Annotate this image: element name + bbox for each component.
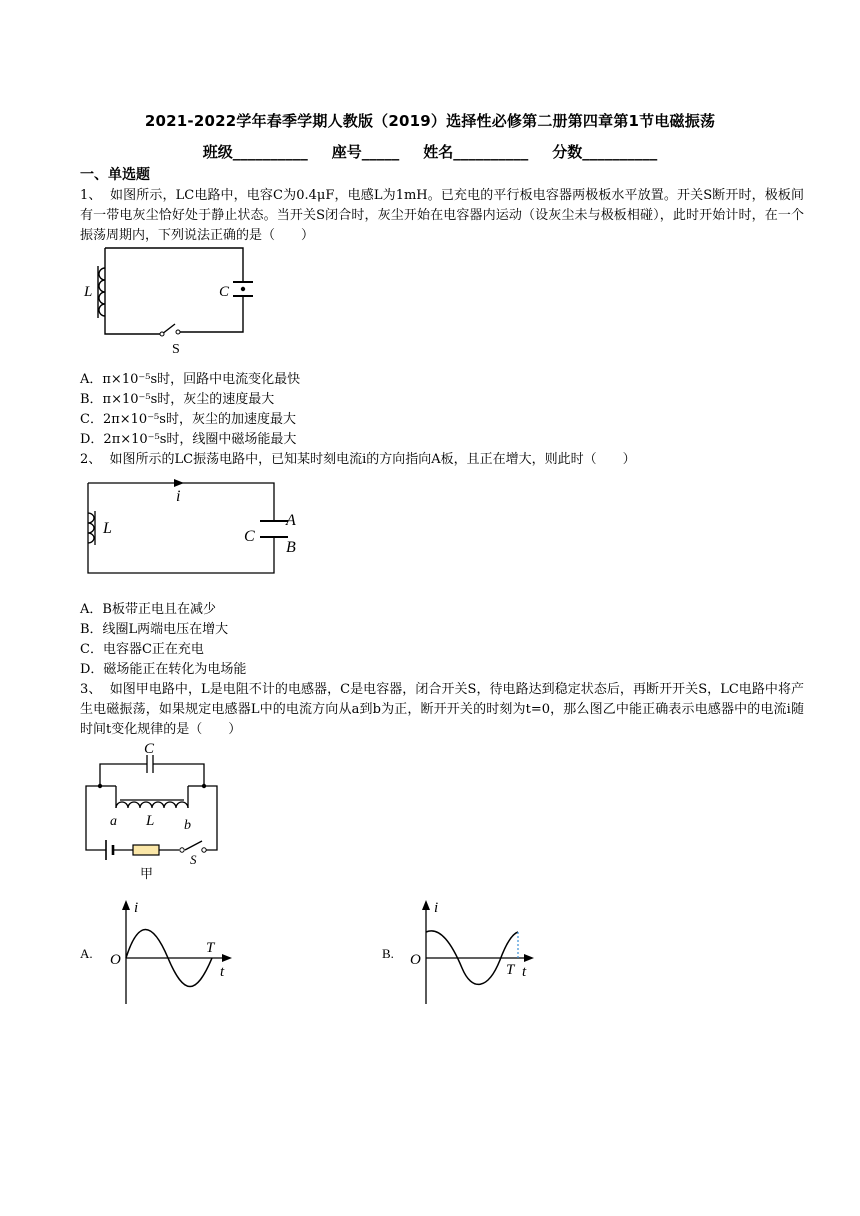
axis-i-label: i bbox=[434, 900, 439, 916]
question-number: 2、 bbox=[80, 452, 102, 467]
current-label: i bbox=[176, 488, 181, 505]
origin-label: O bbox=[110, 952, 121, 968]
seat-field: 座号_____ bbox=[331, 143, 400, 161]
axis-i-label: i bbox=[134, 900, 139, 916]
question-1-text bbox=[80, 186, 804, 246]
student-info-line bbox=[0, 141, 860, 162]
origin-label: O bbox=[410, 952, 421, 968]
question-body: 如图所示，LC电路中，电容C为0.4μF，电感L为1mH。已充电的平行板电容器两极板水平放置。开关S断开时，极板间有一带电灰尘恰好处于静止状态。当开关S闭合时，灰尘开始在电容器内运动（设灰尘未与极板相碰），此时开始计时，在一个振荡周期内，下列说法正确的是（ ） bbox=[80, 188, 804, 243]
question-number: 1、 bbox=[80, 188, 102, 203]
terminal-b-label: b bbox=[184, 818, 191, 833]
question-2-option-b[interactable]: B．线圈L两端电压在增大 bbox=[80, 622, 229, 637]
period-label: T bbox=[506, 962, 515, 978]
option-a-graph[interactable] bbox=[100, 898, 240, 1008]
question-3-option-a-label[interactable]: A. bbox=[80, 946, 93, 961]
question-2-text bbox=[80, 450, 804, 470]
score-field: 分数__________ bbox=[552, 143, 658, 161]
question-1-option-b[interactable]: B．π×10⁻⁵s时，灰尘的速度最大 bbox=[80, 392, 275, 407]
plate-b-label: B bbox=[286, 539, 296, 556]
question-body: 如图甲电路中，L是电阻不计的电感器，C是电容器，闭合开关S，待电路达到稳定状态后，再断开开关S，LC电路中将产生电磁振荡，如果规定电感器L中的电流方向从a到b为正，断开开关的时刻为t=0，那么图乙中能正确表示电感器中的电流i随时间t变化规律的是（ ） bbox=[80, 682, 804, 737]
question-number: 3、 bbox=[80, 682, 102, 697]
name-field: 姓名__________ bbox=[423, 143, 529, 161]
capacitor-label: C bbox=[244, 528, 255, 545]
page-title: 2021-2022学年春季学期人教版（2019）选择性必修第二册第四章第1节电磁振荡 bbox=[144, 112, 716, 130]
lc-circuit-figure-2 bbox=[78, 475, 308, 585]
question-body: 如图所示的LC振荡电路中，已知某时刻电流i的方向指向A板，且正在增大，则此时（ ） bbox=[109, 452, 636, 467]
axis-t-label: t bbox=[220, 964, 225, 980]
section-title: 一、单选题 bbox=[80, 167, 150, 183]
question-3-option-b-label[interactable]: B. bbox=[382, 946, 394, 961]
switch-label: S bbox=[190, 852, 197, 867]
lc-circuit-figure-3 bbox=[80, 738, 230, 883]
question-3-text bbox=[80, 680, 804, 740]
plate-a-label: A bbox=[286, 512, 296, 529]
capacitor-label: C bbox=[144, 741, 155, 757]
inductor-label: L bbox=[103, 520, 112, 537]
option-b-graph[interactable] bbox=[400, 898, 540, 1008]
terminal-a-label: a bbox=[110, 814, 117, 829]
inductor-label: L bbox=[146, 813, 155, 829]
axis-t-label: t bbox=[522, 964, 527, 980]
inductor-label: L bbox=[84, 284, 93, 300]
period-label: T bbox=[206, 940, 215, 956]
class-field: 班级__________ bbox=[202, 143, 308, 161]
question-1-option-d[interactable]: D．2π×10⁻⁵s时，线圈中磁场能最大 bbox=[80, 432, 297, 447]
question-1-option-a[interactable]: A．π×10⁻⁵s时，回路中电流变化最快 bbox=[80, 372, 301, 387]
question-1-option-c[interactable]: C．2π×10⁻⁵s时，灰尘的加速度最大 bbox=[80, 412, 296, 427]
figure-caption: 甲 bbox=[140, 866, 154, 881]
question-2-option-a[interactable]: A．B板带正电且在减少 bbox=[80, 602, 216, 617]
capacitor-label: C bbox=[219, 284, 230, 300]
switch-label: S bbox=[172, 342, 180, 357]
question-2-option-d[interactable]: D．磁场能正在转化为电场能 bbox=[80, 662, 247, 677]
question-2-option-c[interactable]: C．电容器C正在充电 bbox=[80, 642, 204, 657]
lc-circuit-figure-1 bbox=[78, 240, 268, 360]
